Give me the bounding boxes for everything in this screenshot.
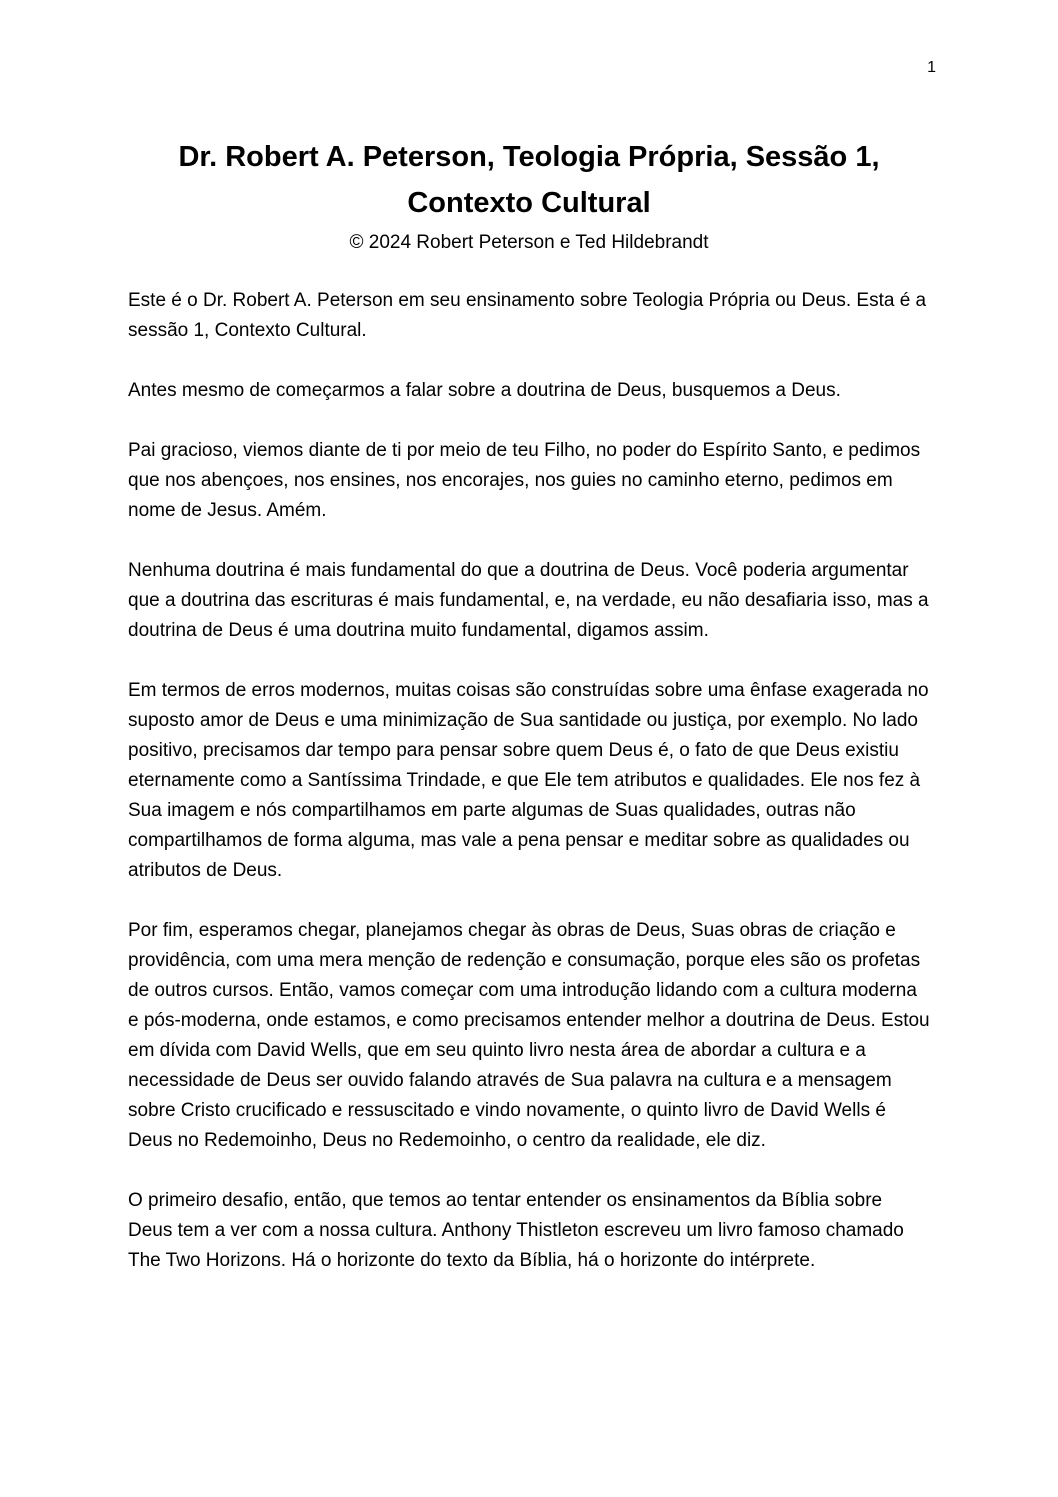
- copyright-line: © 2024 Robert Peterson e Ted Hildebrandt: [349, 232, 709, 253]
- paragraph-4: Nenhuma doutrina é mais fundamental do que a doutrina de Deus. Você poderia argumentar que a doutrina das escrituras é mais fundamental, e, na verdade, eu não desafiaria isso, mas a doutrina de Deus é uma doutrina muito fundamental, digamos assim.: [128, 560, 929, 641]
- paragraph-5: Em termos de erros modernos, muitas coisas são construídas sobre uma ênfase exagerada no suposto amor de Deus e uma minimização de Sua santidade ou justiça, por exemplo. No lado positivo, precisamos dar tempo para pensar sobre quem Deus é, o fato de que Deus existiu eternamente como a Santíssima Trindade, e que Ele tem atributos e qualidades. Ele nos fez à Sua imagem e nós compartilhamos em parte algumas de Suas qualidades, outras não compartilhamos de forma alguma, mas vale a pena pensar e meditar sobre as qualidades ou atributos de Deus.: [128, 680, 929, 881]
- paragraph-3: Pai gracioso, viemos diante de ti por meio de teu Filho, no poder do Espírito Santo, e pedimos que nos abençoes, nos ensines, nos encorajes, nos guies no caminho eterno, pedimos em nome de Jesus. Amém.: [128, 440, 921, 521]
- page-number: 1: [927, 59, 936, 76]
- title-line-2: Contexto Cultural: [407, 187, 651, 219]
- document-title: [128, 134, 930, 226]
- body-text: [128, 286, 930, 1276]
- paragraph-7: O primeiro desafio, então, que temos ao tentar entender os ensinamentos da Bíblia sobre Deus tem a ver com a nossa cultura. Anthony Thistleton escreveu um livro famoso chamado The Two Horizons. Há o horizonte do texto da Bíblia, há o horizonte do intérprete.: [128, 1190, 904, 1271]
- paragraph-2: Antes mesmo de começarmos a falar sobre a doutrina de Deus, busquemos a Deus.: [128, 380, 841, 401]
- title-line-1: Dr. Robert A. Peterson, Teologia Própria, Sessão 1,: [178, 141, 880, 173]
- paragraph-1: Este é o Dr. Robert A. Peterson em seu ensinamento sobre Teologia Própria ou Deus. Esta é a sessão 1, Contexto Cultural.: [128, 290, 927, 341]
- paragraph-6: Por fim, esperamos chegar, planejamos chegar às obras de Deus, Suas obras de criação e providência, com uma mera menção de redenção e consumação, porque eles são os profetas de outros cursos. Então, vamos começar com uma introdução lidando com a cultura moderna e pós-moderna, onde estamos, e como precisamos entender melhor a doutrina de Deus. Estou em dívida com David Wells, que em seu quinto livro nesta área de abordar a cultura e a necessidade de Deus ser ouvido falando através de Sua palavra na cultura e a mensagem sobre Cristo crucificado e ressuscitado e vindo novamente, o quinto livro de David Wells é Deus no Redemoinho, Deus no Redemoinho, o centro da realidade, ele diz.: [128, 920, 930, 1151]
